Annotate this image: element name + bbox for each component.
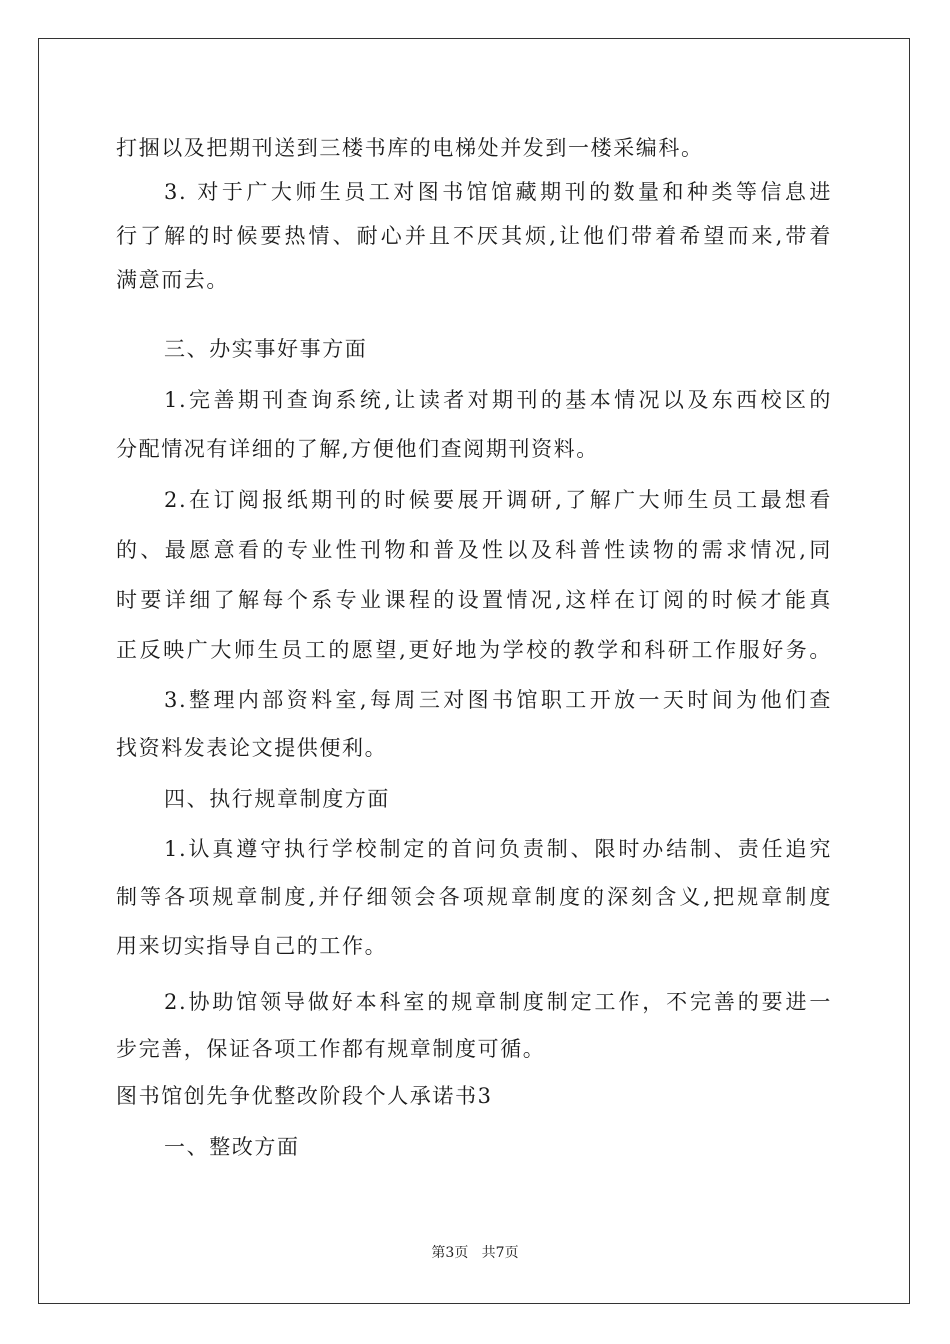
paragraph-line: 时要详细了解每个系专业课程的设置情况,这样在订阅的时候才能真 — [116, 588, 832, 612]
paragraph-line: 分配情况有详细的了解,方便他们查阅期刊资料。 — [116, 437, 599, 461]
page-footer: 第3页 共7页 — [431, 1245, 519, 1261]
paragraph-line: 满意而去。 — [116, 268, 229, 292]
document-title: 图书馆创先争优整改阶段个人承诺书3 — [116, 1084, 493, 1108]
paragraph-line: 用来切实指导自己的工作。 — [116, 934, 388, 958]
section-heading: 三、办实事好事方面 — [164, 337, 368, 361]
paragraph-line: 正反映广大师生员工的愿望,更好地为学校的教学和科研工作服好务。 — [116, 638, 832, 662]
paragraph-line: 3.整理内部资料室,每周三对图书馆职工开放一天时间为他们查 — [164, 688, 832, 712]
paragraph-line: 1.认真遵守执行学校制定的首问负责制、限时办结制、责任追究 — [164, 837, 832, 861]
paragraph-line: 的、最愿意看的专业性刊物和普及性以及科普性读物的需求情况,同 — [116, 538, 832, 562]
paragraph-line: 找资料发表论文提供便利。 — [116, 736, 388, 760]
paragraph-line: 制等各项规章制度,并仔细领会各项规章制度的深刻含义,把规章制度 — [116, 885, 832, 909]
paragraph-line: 打捆以及把期刊送到三楼书库的电梯处并发到一楼采编科。 — [116, 136, 704, 160]
section-heading: 四、执行规章制度方面 — [164, 787, 390, 811]
paragraph-line: 步完善，保证各项工作都有规章制度可循。 — [116, 1037, 546, 1061]
paragraph-line: 2.在订阅报纸期刊的时候要展开调研,了解广大师生员工最想看 — [164, 488, 832, 512]
paragraph-line: 行了解的时候要热情、耐心并且不厌其烦,让他们带着希望而来,带着 — [116, 224, 832, 248]
paragraph-line: 3. 对于广大师生员工对图书馆馆藏期刊的数量和种类等信息进 — [164, 180, 832, 204]
section-heading: 一、整改方面 — [164, 1135, 300, 1159]
paragraph-line: 1.完善期刊查询系统,让读者对期刊的基本情况以及东西校区的 — [164, 388, 832, 412]
paragraph-line: 2.协助馆领导做好本科室的规章制度制定工作，不完善的要进一 — [164, 990, 832, 1014]
